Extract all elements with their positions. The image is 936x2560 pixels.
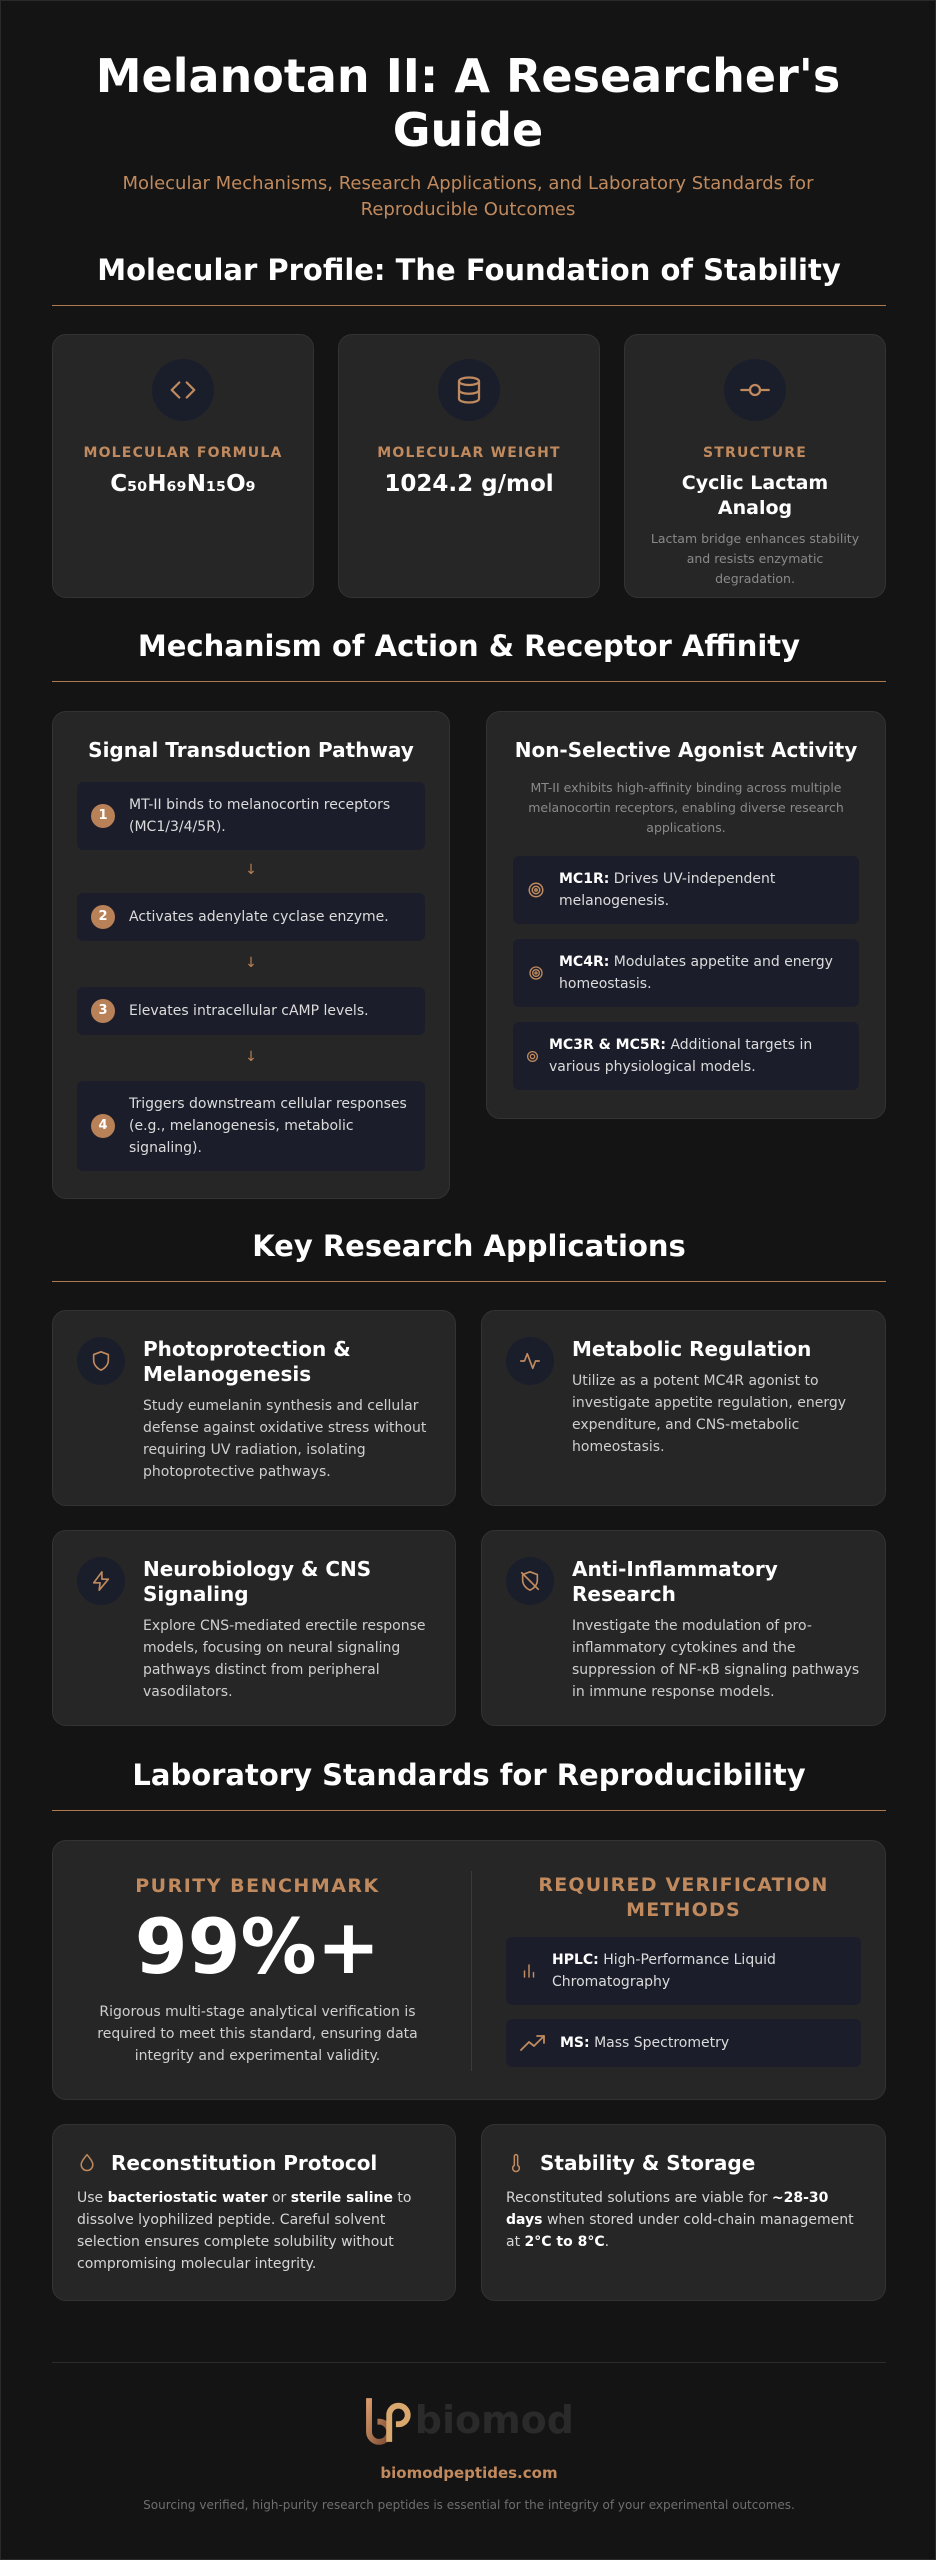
- receptor-desc: Additional targets in various physiological models.: [549, 1037, 813, 1075]
- purity-desc: Rigorous multi-stage analytical verification is required to meet this standard, ensuring data integrity and experimental validity.: [97, 2004, 418, 2064]
- text-part: to dissolve lyophilized peptide. Careful solvent selection ensures complete solubility without compromising molecular integrity.: [77, 2190, 412, 2272]
- weight-value: 1024.2 g/mol: [384, 471, 554, 497]
- emphasis: bacteriostatic water: [107, 2190, 268, 2206]
- application-title: Photoprotection & Melanogenesis: [143, 1337, 351, 1386]
- step-number: 4: [91, 1114, 115, 1138]
- pathway-step: [77, 782, 425, 850]
- arrow-down-icon: ↓: [245, 955, 257, 971]
- protocol-title: Stability & Storage: [540, 2151, 756, 2175]
- footer-url[interactable]: biomodpeptides.com: [380, 2464, 558, 2482]
- verification-text: [552, 1949, 847, 1993]
- step-text: Triggers downstream cellular responses (e.g., melanogenesis, metabolic signaling).: [129, 1096, 407, 1156]
- formula-card: [52, 334, 314, 598]
- structure-card: [624, 334, 886, 598]
- reconstitution-card: [52, 2124, 456, 2301]
- text-part: or: [267, 2190, 291, 2206]
- applications-section-title: Key Research Applications: [52, 1229, 886, 1282]
- storage-card: [481, 2124, 886, 2301]
- purity-label: PURITY BENCHMARK: [135, 1875, 380, 1897]
- trending-up-icon: [520, 2034, 546, 2052]
- step-number: 3: [91, 999, 115, 1023]
- mechanism-section-title: Mechanism of Action & Receptor Affinity: [52, 629, 886, 682]
- shield-off-icon: [506, 1557, 554, 1605]
- step-text: MT-II binds to melanocortin receptors (MC1/3/4/5R).: [129, 797, 391, 835]
- pathway-step: [77, 1081, 425, 1171]
- text-part: .: [604, 2234, 610, 2250]
- emphasis: 2°C to 8°C: [524, 2234, 605, 2250]
- receptor-item: [513, 939, 859, 1007]
- application-desc: Utilize as a potent MC4R agonist to investigate appetite regulation, energy expenditure, and CNS-metabolic homeostasis.: [572, 1373, 847, 1455]
- emphasis: ~28-30 days: [506, 2190, 829, 2228]
- page-title: Melanotan II: A Researcher's Guide: [95, 49, 841, 157]
- target-icon: [525, 965, 547, 981]
- method-desc: High-Performance Liquid Chromatography: [552, 1952, 776, 1990]
- protocol-desc: [77, 2187, 431, 2275]
- thermometer-icon: [506, 2151, 526, 2175]
- application-card: [481, 1310, 886, 1506]
- structure-desc: Lactam bridge enhances stability and resists enzymatic degradation.: [650, 531, 860, 586]
- application-card: [52, 1310, 456, 1506]
- database-icon: [438, 359, 500, 421]
- standards-section-title: Laboratory Standards for Reproducibility: [52, 1758, 886, 1811]
- standards-panel: [52, 1840, 886, 2100]
- receptor-text: [549, 1034, 847, 1078]
- formula-value: C₅₀H₆₉N₁₅O₉: [110, 471, 256, 497]
- step-number: 2: [91, 905, 115, 929]
- application-desc: Investigate the modulation of pro-inflammatory cytokines and the suppression of NF-κB signaling pathways in immune response models.: [572, 1618, 860, 1700]
- protocol-title: Reconstitution Protocol: [111, 2151, 378, 2175]
- pathway-step: [77, 987, 425, 1035]
- text-part: Reconstituted solutions are viable for: [506, 2190, 772, 2206]
- purity-value: 99%+: [134, 1902, 381, 1991]
- pathway-panel: [52, 711, 450, 1199]
- profile-section-title: Molecular Profile: The Foundation of Stability: [52, 253, 886, 306]
- footer-divider: [52, 2362, 886, 2363]
- bar-chart-icon: [520, 1962, 538, 1980]
- logo-wordmark: biomod: [414, 2398, 574, 2442]
- agonist-desc: MT-II exhibits high-affinity binding across multiple melanocortin receptors, enabling diverse research applications.: [528, 780, 844, 835]
- application-card: [52, 1530, 456, 1726]
- step-text: Elevates intracellular cAMP levels.: [129, 1003, 369, 1019]
- structure-label: STRUCTURE: [702, 445, 808, 461]
- receptor-text: [559, 868, 847, 912]
- receptor-desc: Modulates appetite and energy homeostasis.: [559, 954, 833, 992]
- structure-value: Cyclic Lactam Analog: [681, 472, 829, 519]
- activity-icon: [506, 1337, 554, 1385]
- receptor-desc: Drives UV-independent melanogenesis.: [559, 871, 776, 909]
- application-desc: Explore CNS-mediated erectile response models, focusing on neural signaling pathways distinct from peripheral vasodilators.: [143, 1618, 426, 1700]
- target-icon: [525, 881, 547, 899]
- arrow-down-icon: ↓: [245, 1049, 257, 1065]
- receptor-text: [559, 951, 847, 995]
- receptor-item: [513, 1022, 859, 1090]
- shield-icon: [77, 1337, 125, 1385]
- target-icon: [525, 1050, 539, 1063]
- footer-note: Sourcing verified, high-purity research peptides is essential for the integrity of your experimental outcomes.: [143, 2498, 795, 2512]
- agonist-panel: [486, 711, 886, 1119]
- receptor-name: MC4R:: [559, 954, 610, 970]
- verification-title: REQUIRED VERIFICATION METHODS: [538, 1874, 829, 1921]
- method-desc: Mass Spectrometry: [594, 2035, 730, 2051]
- application-title: Metabolic Regulation: [572, 1337, 812, 1361]
- verification-item: [506, 2019, 861, 2067]
- page-subtitle: Molecular Mechanisms, Research Applications, and Laboratory Standards for Reproducible Outcomes: [122, 173, 814, 220]
- verification-block: [506, 1841, 861, 2101]
- commit-icon: [724, 359, 786, 421]
- arrow-down-icon: ↓: [245, 862, 257, 878]
- receptor-item: [513, 856, 859, 924]
- pathway-title: Signal Transduction Pathway: [88, 738, 414, 762]
- verification-item: [506, 1937, 861, 2005]
- purity-block: [53, 1841, 462, 2101]
- method-name: MS:: [560, 2035, 590, 2051]
- agonist-title: Non-Selective Agonist Activity: [514, 738, 858, 762]
- verification-text: [560, 2032, 729, 2054]
- zap-icon: [77, 1557, 125, 1605]
- bp-logo-mark: [364, 2392, 413, 2448]
- text-part: when stored under cold-chain management at: [506, 2212, 854, 2250]
- application-title: Anti-Inflammatory Research: [572, 1557, 778, 1606]
- weight-card: [338, 334, 600, 598]
- footer-logo: [364, 2392, 574, 2448]
- application-desc: Study eumelanin synthesis and cellular defense against oxidative stress without requiring UV radiation, isolating photoprotective pathways.: [143, 1398, 427, 1480]
- step-text: Activates adenylate cyclase enzyme.: [129, 909, 389, 925]
- text-part: Use: [77, 2190, 108, 2206]
- pathway-step: [77, 893, 425, 941]
- formula-label: MOLECULAR FORMULA: [83, 445, 283, 461]
- application-title: Neurobiology & CNS Signaling: [143, 1557, 372, 1606]
- droplet-icon: [77, 2152, 97, 2174]
- emphasis: sterile saline: [290, 2190, 393, 2206]
- protocol-desc: [506, 2187, 861, 2253]
- receptor-name: MC3R & MC5R:: [549, 1037, 667, 1053]
- code-icon: [152, 359, 214, 421]
- application-card: [481, 1530, 886, 1726]
- method-name: HPLC:: [552, 1952, 599, 1968]
- step-number: 1: [91, 804, 115, 828]
- weight-label: MOLECULAR WEIGHT: [377, 445, 561, 461]
- receptor-name: MC1R:: [559, 871, 610, 887]
- standards-divider: [471, 1871, 472, 2071]
